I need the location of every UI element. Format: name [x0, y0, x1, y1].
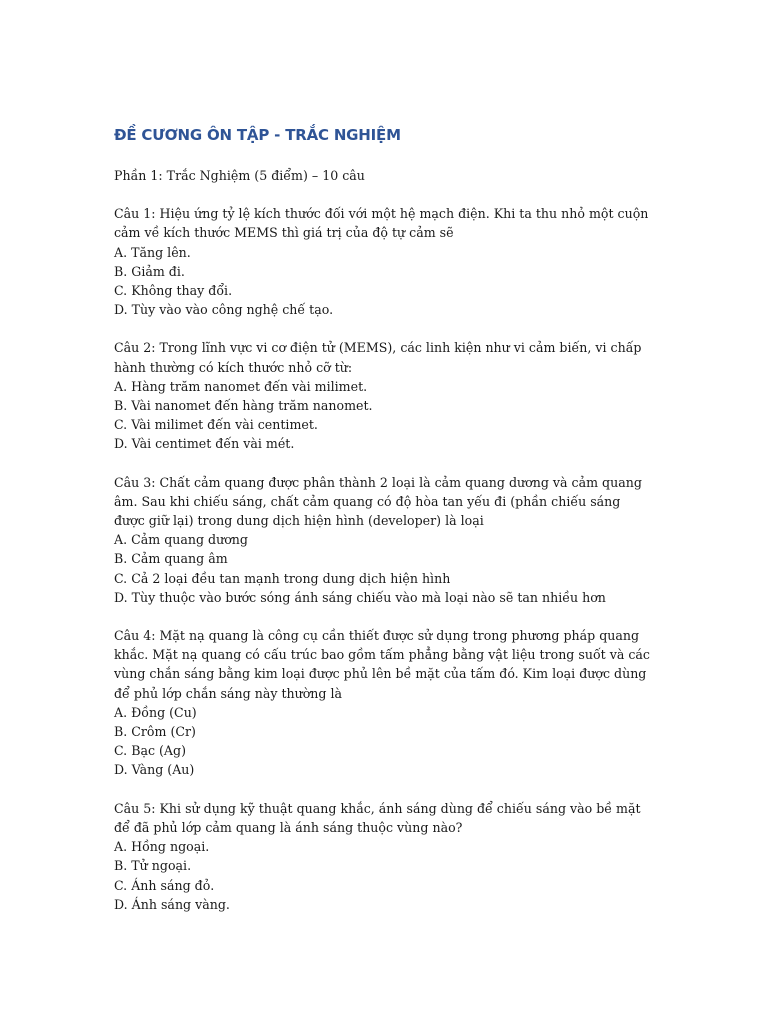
answer-option: B. Tử ngoại. — [114, 858, 192, 874]
question-text: Câu 3: Chất cảm quang được phân thành 2 loại là cảm quang dương và cảm quang âm. Sau khi chiếu sáng, chất cảm quang có độ hòa tan yếu đi (phần chiếu sáng được giữ lại) trong dung dịch hiện hình (developer) là loại — [114, 474, 642, 529]
document-title: ĐỀ CƯƠNG ÔN TẬP - TRẮC NGHIỆM — [114, 126, 401, 144]
document-page — [114, 124, 654, 933]
question-1 — [114, 204, 654, 319]
question-text: Câu 2: Trong lĩnh vực vi cơ điện tử (MEMS), các linh kiện như vi cảm biến, vi chấp hành thường có kích thước nhỏ cỡ từ: — [114, 340, 642, 375]
answer-option: C. Vài milimet đến vài centimet. — [114, 417, 318, 433]
answer-option: A. Hồng ngoại. — [114, 839, 210, 855]
answer-option: B. Giảm đi. — [114, 263, 185, 279]
question-5 — [114, 799, 654, 914]
answer-option: C. Ánh sáng đỏ. — [114, 877, 215, 893]
answer-option: D. Vàng (Au) — [114, 762, 195, 778]
question-list — [114, 204, 654, 914]
answer-option: A. Đồng (Cu) — [114, 704, 197, 720]
question-text: Câu 4: Mặt nạ quang là công cụ cần thiết được sử dụng trong phương pháp quang khắc. Mặt nạ quang có cấu trúc bao gồm tấm phẳng bằng vật liệu trong suốt và các vùng chắn sáng bằng kim loại được phủ lên bề mặt của tấm đó. Kim loại được dùng để phủ lớp chắn sáng này thường là — [114, 628, 650, 701]
answer-option: A. Tăng lên. — [114, 244, 191, 260]
part-heading: Phần 1: Trắc Nghiệm (5 điểm) – 10 câu — [114, 168, 365, 183]
answer-option: A. Hàng trăm nanomet đến vài milimet. — [114, 378, 368, 394]
answer-option: D. Tùy thuộc vào bước sóng ánh sáng chiếu vào mà loại nào sẽ tan nhiều hơn — [114, 589, 606, 605]
question-3 — [114, 473, 654, 607]
answer-option: C. Cả 2 loại đều tan mạnh trong dung dịch hiện hình — [114, 570, 451, 586]
answer-option: B. Crôm (Cr) — [114, 724, 196, 740]
answer-option: D. Ánh sáng vàng. — [114, 896, 230, 912]
answer-option: D. Vài centimet đến vài mét. — [114, 436, 295, 452]
question-2 — [114, 338, 654, 453]
question-4 — [114, 626, 654, 780]
answer-option: C. Không thay đổi. — [114, 283, 233, 299]
answer-option: D. Tùy vào vào công nghệ chế tạo. — [114, 302, 334, 318]
answer-option: B. Cảm quang âm — [114, 551, 228, 567]
answer-option: B. Vài nanomet đến hàng trăm nanomet. — [114, 398, 373, 414]
answer-option: A. Cảm quang dương — [114, 532, 248, 548]
answer-option: C. Bạc (Ag) — [114, 743, 186, 759]
question-text: Câu 1: Hiệu ứng tỷ lệ kích thước đối với một hệ mạch điện. Khi ta thu nhỏ một cuộn cảm về kích thước MEMS thì giá trị của độ tự cảm sẽ — [114, 206, 649, 241]
question-text: Câu 5: Khi sử dụng kỹ thuật quang khắc, ánh sáng dùng để chiếu sáng vào bề mặt để đã phủ lớp cảm quang là ánh sáng thuộc vùng nào? — [114, 800, 641, 835]
